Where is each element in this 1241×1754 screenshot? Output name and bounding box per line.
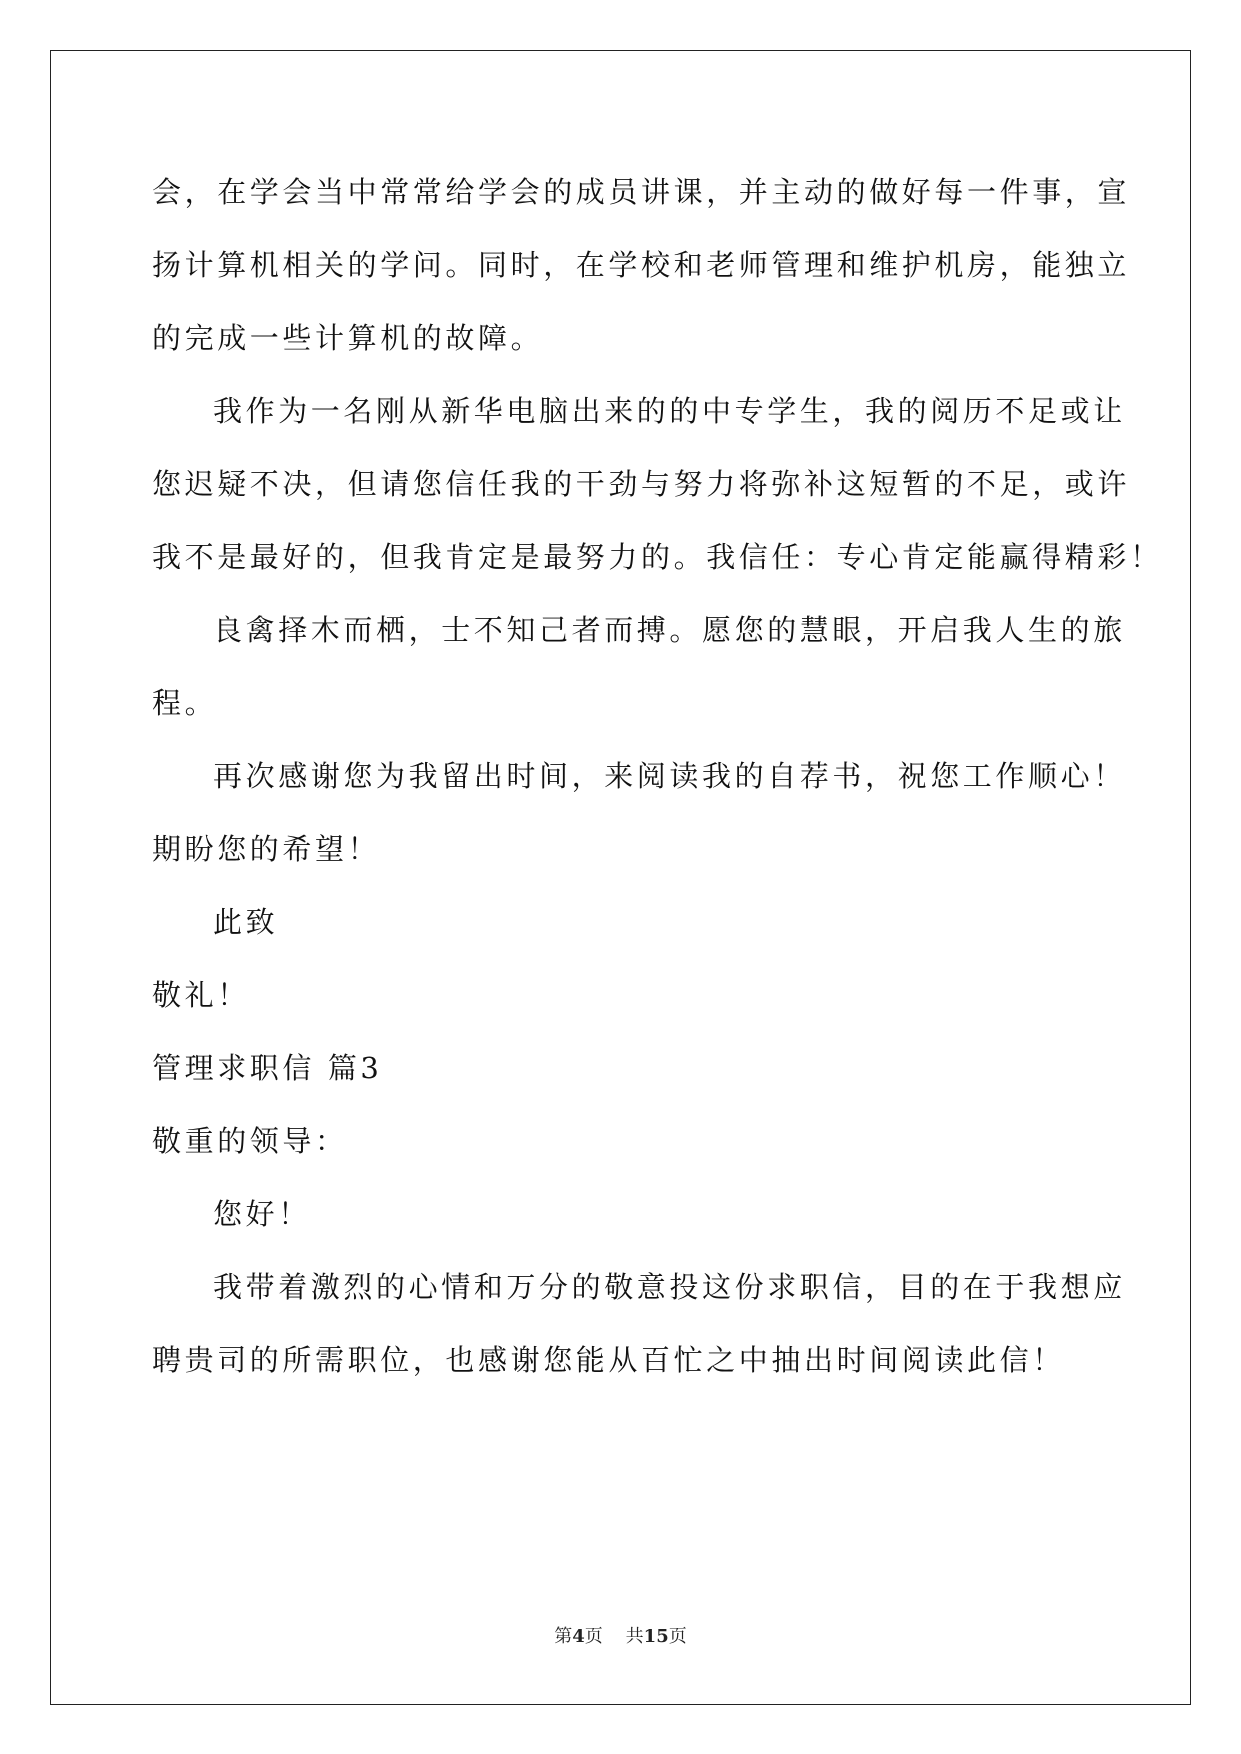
footer-total-suffix: 页 [668, 1626, 687, 1647]
text-line: 会，在学会当中常常给学会的成员讲课，并主动的做好每一件事，宣 [152, 175, 1131, 209]
closing-salutation: 此致 [213, 905, 279, 939]
text-line: 扬计算机相关的学问。同时，在学校和老师管理和维护机房，能独立 [152, 248, 1131, 282]
paragraph-start-line: 良禽择木而栖，士不知己者而搏。愿您的慧眼，开启我人生的旅 [213, 613, 1126, 647]
current-page-number: 4 [572, 1626, 585, 1647]
paragraph-start-line: 我作为一名刚从新华电脑出来的的中专学生，我的阅历不足或让 [213, 394, 1126, 428]
paragraph-start-line: 我带着激烈的心情和万分的敬意投这份求职信，目的在于我想应 [213, 1270, 1126, 1304]
text-line: 聘贵司的所需职位，也感谢您能从百忙之中抽出时间阅读此信！ [152, 1343, 1065, 1377]
total-page-count: 15 [643, 1626, 669, 1647]
text-line: 程。 [152, 686, 218, 720]
text-line: 期盼您的希望！ [152, 832, 381, 866]
text-line: 您迟疑不决，但请您信任我的干劲与努力将弥补这短暂的不足，或许 [152, 467, 1131, 501]
paragraph-start-line: 再次感谢您为我留出时间，来阅读我的自荐书，祝您工作顺心！ [213, 759, 1126, 793]
closing-regards: 敬礼！ [152, 978, 250, 1012]
text-line: 的完成一些计算机的故障。 [152, 321, 544, 355]
greeting-addressee: 敬重的领导： [152, 1124, 348, 1158]
page-footer [0, 1622, 1241, 1648]
footer-page-suffix: 页 [584, 1626, 603, 1647]
footer-total-prefix: 共 [625, 1626, 644, 1647]
page-frame [50, 50, 1191, 1705]
section-heading: 管理求职信 篇3 [152, 1051, 383, 1085]
greeting: 您好！ [213, 1197, 311, 1231]
text-line: 我不是最好的，但我肯定是最努力的。我信任：专心肯定能赢得精彩！ [152, 540, 1163, 574]
footer-prefix: 第 [554, 1626, 573, 1647]
